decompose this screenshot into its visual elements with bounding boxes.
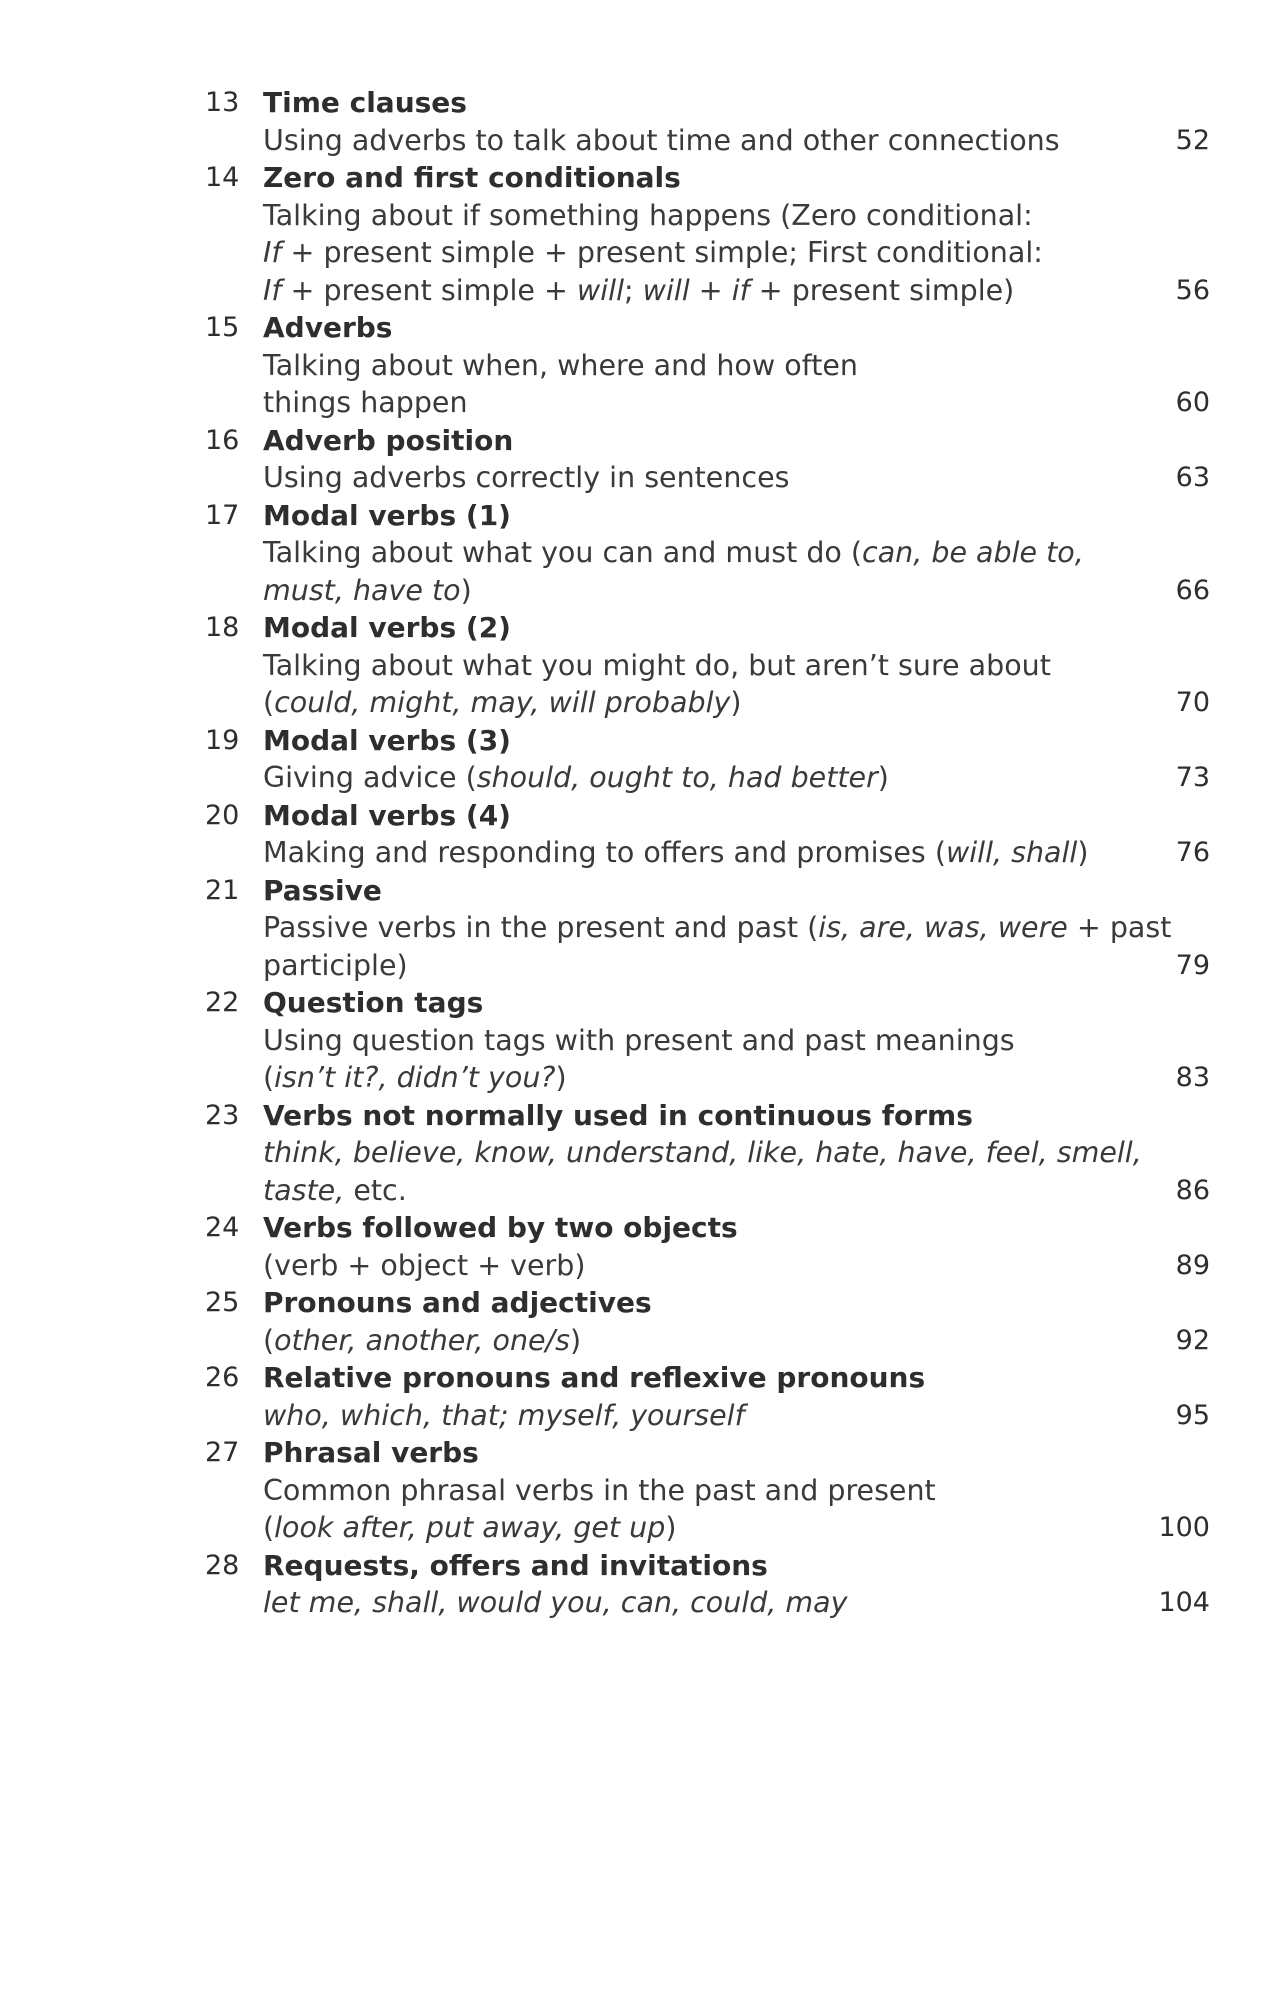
unit-title: Zero and first conditionals: [263, 161, 681, 194]
page-number: 76: [1175, 837, 1210, 868]
unit-number: 27: [205, 1437, 240, 1468]
entry-body: [263, 609, 1103, 722]
unit-title: Phrasal verbs: [263, 1436, 479, 1469]
description-line: [263, 834, 1103, 872]
unit-title: Verbs followed by two objects: [263, 1211, 738, 1244]
unit-title: Passive: [263, 873, 382, 907]
entry-body: [263, 309, 1103, 422]
description-line: [263, 459, 1103, 497]
toc-entry: [205, 309, 1210, 422]
description-line: [263, 572, 1103, 610]
unit-number: 15: [205, 312, 240, 343]
description-line: [263, 1247, 1103, 1285]
page-number: 52: [1175, 124, 1210, 156]
page-number: 104: [1158, 1587, 1210, 1618]
italic-text: isn’t it?, didn’t you?: [274, 1061, 556, 1094]
italic-text: could, might, may, will probably: [274, 686, 731, 719]
unit-number: 24: [205, 1212, 240, 1243]
entry-body: [263, 872, 1172, 985]
description-text: Making and responding to offers and promises (: [263, 836, 946, 869]
description-text: Passive verbs in the present and past (: [263, 911, 819, 944]
description-line: [263, 384, 1103, 422]
italic-text: should, ought to, had better: [476, 761, 878, 794]
description-text: Common phrasal verbs in the past and present: [263, 1473, 936, 1507]
italic-text: if: [731, 273, 750, 307]
description-text: (verb + object + verb): [263, 1248, 586, 1282]
unit-description: [263, 197, 1103, 310]
description-line: [263, 122, 1103, 160]
unit-title: Relative pronouns and reflexive pronouns: [263, 1361, 926, 1394]
unit-description: [263, 459, 1103, 497]
page-number: 86: [1175, 1174, 1210, 1206]
italic-text: think, believe, know, understand, like, hate, have, feel, smell,: [263, 1136, 1142, 1169]
toc-entry: [205, 497, 1210, 610]
entry-body: [263, 1434, 1103, 1547]
description-text: + present simple +: [281, 273, 577, 307]
entry-body: [263, 422, 1103, 497]
unit-description: [263, 1134, 1142, 1209]
description-text: things happen: [263, 386, 468, 419]
description-text: ): [570, 1323, 582, 1357]
description-line: [263, 272, 1103, 310]
description-text: ): [1077, 836, 1089, 869]
page-number: 83: [1175, 1062, 1210, 1093]
description-line: [263, 197, 1103, 235]
entry-body: [263, 722, 1103, 797]
description-line: [263, 1134, 1142, 1172]
description-text: ): [665, 1511, 677, 1544]
unit-title: Time clauses: [263, 86, 467, 119]
description-text: Talking about what you might do, but aren’t sure about: [263, 648, 1051, 682]
description-text: Talking about if something happens (Zero conditional:: [263, 198, 1033, 232]
entry-body: [263, 1209, 1103, 1284]
unit-number: 20: [205, 799, 240, 831]
toc-entry: [205, 797, 1210, 872]
italic-text: must, have to: [263, 573, 461, 607]
unit-number: 28: [205, 1549, 240, 1581]
unit-title: Adverbs: [263, 311, 393, 344]
toc-entry: [205, 1547, 1210, 1622]
page-number: 92: [1175, 1324, 1210, 1356]
description-line: [263, 534, 1103, 572]
italic-text: If: [263, 236, 282, 269]
description-text: ): [877, 761, 889, 794]
description-text: (: [263, 686, 275, 719]
toc-entry: [205, 1359, 1210, 1434]
unit-description: [263, 1022, 1103, 1097]
unit-title: Question tags: [263, 986, 484, 1019]
toc-entry: [205, 872, 1210, 985]
entry-body: [263, 1547, 1103, 1622]
unit-description: [263, 1584, 1103, 1622]
toc-entry: [205, 1209, 1210, 1284]
description-text: Talking about what you can and must do (: [263, 536, 863, 569]
description-text: Giving advice (: [263, 761, 477, 794]
page-number: 95: [1175, 1399, 1210, 1431]
description-text: ): [555, 1061, 567, 1094]
italic-text: look after, put away, get up: [274, 1511, 666, 1544]
italic-text: let me, shall, would you, can, could, may: [263, 1586, 848, 1619]
toc-entry: [205, 1097, 1210, 1210]
unit-description: [263, 1397, 1103, 1435]
entry-body: [263, 159, 1103, 309]
italic-text: If: [263, 273, 282, 307]
page-number: 89: [1175, 1249, 1210, 1281]
unit-number: 19: [205, 724, 240, 756]
italic-text: taste,: [263, 1173, 345, 1207]
description-text: + present simple + present simple; First conditional:: [281, 236, 1043, 269]
italic-text: is, are, was, were: [818, 911, 1068, 944]
description-line: [263, 347, 1103, 385]
unit-number: 23: [205, 1099, 240, 1131]
description-text: Using adverbs correctly in sentences: [263, 461, 790, 494]
unit-description: [263, 122, 1103, 160]
toc-entry: [205, 984, 1210, 1097]
description-text: Using adverbs to talk about time and other connections: [263, 123, 1060, 157]
unit-title: Modal verbs (1): [263, 498, 511, 532]
description-text: + past: [1067, 911, 1172, 944]
page-number: 63: [1175, 462, 1210, 493]
unit-number: 26: [205, 1362, 240, 1393]
unit-number: 13: [205, 87, 240, 118]
description-text: Talking about when, where and how often: [263, 348, 858, 382]
unit-description: [263, 534, 1103, 609]
description-line: [263, 1509, 1103, 1547]
unit-number: 17: [205, 499, 240, 531]
description-line: [263, 1059, 1103, 1097]
description-text: (: [263, 1061, 275, 1094]
unit-title: Requests, offers and invitations: [263, 1548, 768, 1582]
description-line: [263, 947, 1103, 985]
toc-entry: [205, 84, 1210, 159]
italic-text: can, be able to,: [862, 536, 1084, 569]
unit-description: [263, 1322, 1103, 1360]
page-number: 79: [1175, 949, 1210, 981]
unit-number: 16: [205, 424, 240, 456]
description-line: [263, 1397, 1103, 1435]
page-number: 66: [1175, 574, 1210, 606]
unit-description: [263, 347, 1103, 422]
page-number: 73: [1175, 762, 1210, 793]
unit-title: Modal verbs (2): [263, 611, 511, 644]
page-number: 56: [1175, 274, 1210, 306]
description-line: [263, 1472, 1103, 1510]
entry-body: [263, 1097, 1142, 1210]
italic-text: will: [642, 273, 690, 307]
unit-number: 14: [205, 162, 240, 193]
unit-description: [263, 647, 1103, 722]
unit-title: Modal verbs (3): [263, 723, 511, 757]
description-text: (: [263, 1511, 275, 1544]
description-line: [263, 1022, 1103, 1060]
page-number: 100: [1158, 1512, 1210, 1543]
toc-entry: [205, 1434, 1210, 1547]
description-text: + present simple): [749, 273, 1015, 307]
unit-title: Modal verbs (4): [263, 798, 511, 832]
entry-body: [263, 84, 1103, 159]
description-text: Using question tags with present and past meanings: [263, 1023, 1015, 1057]
description-line: [263, 1322, 1103, 1360]
unit-number: 18: [205, 612, 240, 643]
toc-entry: [205, 722, 1210, 797]
toc-entry: [205, 159, 1210, 309]
description-text: participle): [263, 948, 408, 982]
unit-title: Adverb position: [263, 423, 514, 457]
entry-body: [263, 497, 1103, 610]
italic-text: other, another, one/s: [274, 1323, 570, 1357]
description-text: etc.: [344, 1173, 407, 1207]
italic-text: who, which, that; myself, yourself: [263, 1398, 745, 1432]
unit-description: [263, 759, 1103, 797]
description-text: ;: [624, 273, 643, 307]
description-line: [263, 234, 1103, 272]
entry-body: [263, 984, 1103, 1097]
description-text: ): [460, 573, 472, 607]
unit-description: [263, 1472, 1103, 1547]
italic-text: will: [576, 273, 624, 307]
description-text: +: [689, 273, 732, 307]
description-line: [263, 647, 1103, 685]
description-text: (: [263, 1323, 275, 1357]
description-line: [263, 1584, 1103, 1622]
unit-description: [263, 834, 1103, 872]
description-text: ): [730, 686, 742, 719]
description-line: [263, 759, 1103, 797]
toc-entry: [205, 422, 1210, 497]
description-line: [263, 684, 1103, 722]
toc-entry: [205, 609, 1210, 722]
table-of-contents: [205, 84, 1210, 1622]
unit-number: 25: [205, 1287, 240, 1318]
italic-text: will, shall: [945, 836, 1078, 869]
page-number: 70: [1175, 687, 1210, 718]
entry-body: [263, 1284, 1103, 1359]
unit-number: 21: [205, 874, 240, 906]
entry-body: [263, 797, 1103, 872]
unit-description: [263, 909, 1172, 984]
unit-description: [263, 1247, 1103, 1285]
unit-title: Pronouns and adjectives: [263, 1286, 652, 1319]
description-line: [263, 1172, 1103, 1210]
unit-number: 22: [205, 987, 240, 1018]
page-number: 60: [1175, 387, 1210, 418]
description-line: [263, 909, 1172, 947]
toc-entry: [205, 1284, 1210, 1359]
unit-title: Verbs not normally used in continuous forms: [263, 1098, 973, 1132]
entry-body: [263, 1359, 1103, 1434]
